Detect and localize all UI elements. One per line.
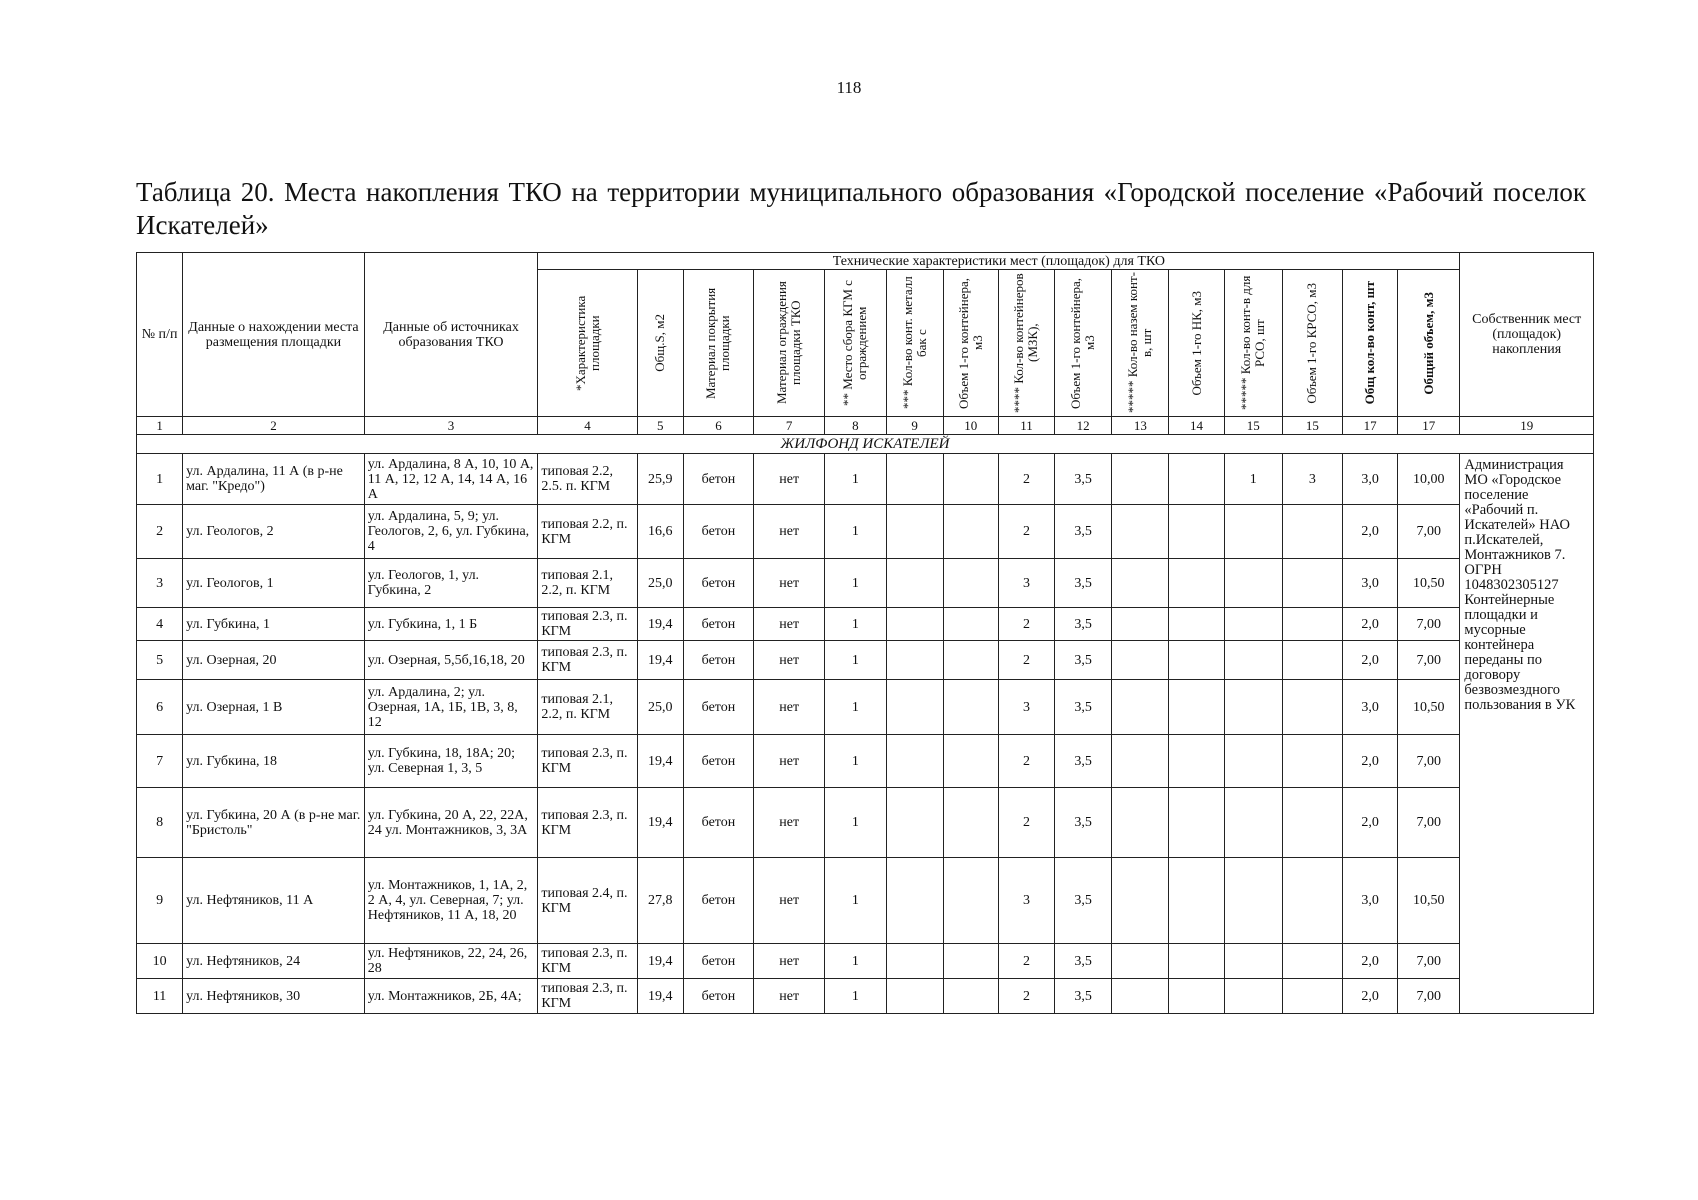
cell-nk-vol <box>1169 788 1224 858</box>
cell-char: типовая 2.3, п. КГМ <box>538 788 637 858</box>
cell-vol2: 3,5 <box>1055 680 1112 735</box>
cell-fence: нет <box>754 641 825 680</box>
cell-nk-vol <box>1169 680 1224 735</box>
cell-metal <box>886 858 943 944</box>
cell-fence: нет <box>754 944 825 979</box>
cell-char: типовая 2.3, п. КГМ <box>538 944 637 979</box>
cell-kgm: 1 <box>825 680 886 735</box>
cell-total-vol: 7,00 <box>1398 788 1460 858</box>
cell-num: 11 <box>137 979 183 1014</box>
cell-metal <box>886 641 943 680</box>
cell-sources: ул. Губкина, 20 А, 22, 22А, 24 ул. Монтажников, 3, 3А <box>364 788 538 858</box>
cell-mzk: 2 <box>998 979 1054 1014</box>
cell-nk-vol <box>1169 641 1224 680</box>
cell-vol2: 3,5 <box>1055 944 1112 979</box>
cell-area: 19,4 <box>637 979 683 1014</box>
section-title: ЖИЛФОНД ИСКАТЕЛЕЙ <box>137 435 1594 454</box>
header-cover: Материал покрытия площадки <box>683 270 753 417</box>
cell-nk-vol <box>1169 858 1224 944</box>
cell-nk-count <box>1112 559 1169 608</box>
cell-rso-count <box>1224 608 1282 641</box>
cell-krso-vol <box>1282 735 1342 788</box>
cell-total-count: 2,0 <box>1342 608 1397 641</box>
col-number: 1 <box>137 417 183 435</box>
cell-num: 6 <box>137 680 183 735</box>
tko-sites-table <box>136 252 1594 1014</box>
col-number: 15 <box>1282 417 1342 435</box>
cell-sources: ул. Ардалина, 2; ул. Озерная, 1А, 1Б, 1В, 3, 8, 12 <box>364 680 538 735</box>
header-owner: Собственник мест (площадок) накопления <box>1460 253 1594 417</box>
cell-area: 19,4 <box>637 735 683 788</box>
col-number: 15 <box>1224 417 1282 435</box>
cell-location: ул. Губкина, 20 А (в р-не маг. "Бристоль" <box>183 788 365 858</box>
header-tech-group: Технические характеристики мест (площадок) для ТКО <box>538 253 1460 270</box>
cell-mzk: 2 <box>998 944 1054 979</box>
header-nk-count: ***** Кол-во назем конт-в, шт <box>1112 270 1169 417</box>
col-number: 19 <box>1460 417 1594 435</box>
cell-char: типовая 2.4, п. КГМ <box>538 858 637 944</box>
cell-area: 25,0 <box>637 559 683 608</box>
table-row <box>137 505 1594 559</box>
cell-area: 25,0 <box>637 680 683 735</box>
cell-nk-vol <box>1169 979 1224 1014</box>
cell-sources: ул. Губкина, 18, 18А; 20; ул. Северная 1, 3, 5 <box>364 735 538 788</box>
cell-rso-count <box>1224 944 1282 979</box>
cell-mzk: 3 <box>998 858 1054 944</box>
col-number: 6 <box>683 417 753 435</box>
cell-vol1 <box>943 858 998 944</box>
cell-char: типовая 2.3, п. КГМ <box>538 735 637 788</box>
cell-krso-vol <box>1282 944 1342 979</box>
header-total-vol: Общий объем, м3 <box>1398 270 1460 417</box>
cell-metal <box>886 505 943 559</box>
cell-vol1 <box>943 788 998 858</box>
cell-char: типовая 2.1, 2.2, п. КГМ <box>538 559 637 608</box>
cell-area: 25,9 <box>637 454 683 505</box>
header-fence: Материал ограждения площадки ТКО <box>754 270 825 417</box>
cell-cover: бетон <box>683 559 753 608</box>
cell-nk-count <box>1112 641 1169 680</box>
cell-mzk: 2 <box>998 608 1054 641</box>
cell-vol2: 3,5 <box>1055 735 1112 788</box>
cell-location: ул. Нефтяников, 11 А <box>183 858 365 944</box>
col-number: 4 <box>538 417 637 435</box>
table-row <box>137 735 1594 788</box>
cell-kgm: 1 <box>825 559 886 608</box>
cell-char: типовая 2.3, п. КГМ <box>538 608 637 641</box>
cell-nk-vol <box>1169 454 1224 505</box>
cell-rso-count <box>1224 735 1282 788</box>
cell-total-count: 3,0 <box>1342 454 1397 505</box>
cell-cover: бетон <box>683 608 753 641</box>
column-number-row <box>137 417 1594 435</box>
cell-nk-vol <box>1169 559 1224 608</box>
cell-metal <box>886 608 943 641</box>
cell-krso-vol <box>1282 559 1342 608</box>
cell-fence: нет <box>754 505 825 559</box>
cell-kgm: 1 <box>825 979 886 1014</box>
cell-vol1 <box>943 608 998 641</box>
cell-mzk: 2 <box>998 505 1054 559</box>
cell-metal <box>886 454 943 505</box>
cell-metal <box>886 680 943 735</box>
cell-sources: ул. Монтажников, 2Б, 4А; <box>364 979 538 1014</box>
header-mzk: **** Кол-во контейнеров (МЗК), <box>998 270 1054 417</box>
cell-nk-vol <box>1169 505 1224 559</box>
cell-cover: бетон <box>683 944 753 979</box>
cell-vol1 <box>943 680 998 735</box>
cell-kgm: 1 <box>825 505 886 559</box>
cell-nk-vol <box>1169 608 1224 641</box>
cell-mzk: 3 <box>998 559 1054 608</box>
table-row <box>137 858 1594 944</box>
cell-total-vol: 7,00 <box>1398 608 1460 641</box>
cell-total-count: 3,0 <box>1342 559 1397 608</box>
col-number: 2 <box>183 417 365 435</box>
cell-metal <box>886 979 943 1014</box>
col-number: 10 <box>943 417 998 435</box>
table-body <box>137 454 1594 1014</box>
cell-total-vol: 10,50 <box>1398 559 1460 608</box>
cell-num: 4 <box>137 608 183 641</box>
cell-vol1 <box>943 505 998 559</box>
cell-krso-vol <box>1282 680 1342 735</box>
header-rso-count: ***** Кол-во конт-в для РСО, шт <box>1224 270 1282 417</box>
cell-fence: нет <box>754 858 825 944</box>
cell-kgm: 1 <box>825 454 886 505</box>
cell-location: ул. Озерная, 20 <box>183 641 365 680</box>
table-row <box>137 454 1594 505</box>
cell-mzk: 2 <box>998 735 1054 788</box>
cell-kgm: 1 <box>825 641 886 680</box>
cell-cover: бетон <box>683 680 753 735</box>
cell-fence: нет <box>754 559 825 608</box>
cell-rso-count <box>1224 680 1282 735</box>
cell-char: типовая 2.2, 2.5. п. КГМ <box>538 454 637 505</box>
cell-nk-count <box>1112 608 1169 641</box>
cell-vol1 <box>943 454 998 505</box>
cell-vol2: 3,5 <box>1055 858 1112 944</box>
cell-vol1 <box>943 979 998 1014</box>
cell-nk-count <box>1112 858 1169 944</box>
cell-vol2: 3,5 <box>1055 608 1112 641</box>
cell-location: ул. Нефтяников, 30 <box>183 979 365 1014</box>
cell-total-vol: 10,50 <box>1398 858 1460 944</box>
cell-total-count: 3,0 <box>1342 858 1397 944</box>
table-row <box>137 979 1594 1014</box>
cell-sources: ул. Нефтяников, 22, 24, 26, 28 <box>364 944 538 979</box>
header-vol1: Объем 1-го контейнера, м3 <box>943 270 998 417</box>
cell-char: типовая 2.3, п. КГМ <box>538 979 637 1014</box>
section-row <box>137 435 1594 454</box>
cell-nk-count <box>1112 680 1169 735</box>
col-number: 7 <box>754 417 825 435</box>
cell-krso-vol <box>1282 979 1342 1014</box>
cell-cover: бетон <box>683 735 753 788</box>
cell-num: 2 <box>137 505 183 559</box>
cell-area: 19,4 <box>637 788 683 858</box>
cell-mzk: 2 <box>998 641 1054 680</box>
cell-nk-count <box>1112 944 1169 979</box>
cell-kgm: 1 <box>825 608 886 641</box>
cell-cover: бетон <box>683 454 753 505</box>
col-number: 14 <box>1169 417 1224 435</box>
cell-kgm: 1 <box>825 788 886 858</box>
cell-char: типовая 2.2, п. КГМ <box>538 505 637 559</box>
cell-sources: ул. Ардалина, 5, 9; ул. Геологов, 2, 6, ул. Губкина, 4 <box>364 505 538 559</box>
col-number: 17 <box>1398 417 1460 435</box>
cell-total-count: 2,0 <box>1342 735 1397 788</box>
cell-num: 5 <box>137 641 183 680</box>
cell-num: 10 <box>137 944 183 979</box>
col-number: 12 <box>1055 417 1112 435</box>
cell-location: ул. Губкина, 1 <box>183 608 365 641</box>
header-area: Общ.S, м2 <box>637 270 683 417</box>
cell-total-vol: 7,00 <box>1398 505 1460 559</box>
cell-total-count: 2,0 <box>1342 788 1397 858</box>
cell-num: 1 <box>137 454 183 505</box>
cell-metal <box>886 735 943 788</box>
header-vol2: Объем 1-го контейнера, м3 <box>1055 270 1112 417</box>
cell-total-count: 2,0 <box>1342 641 1397 680</box>
col-number: 3 <box>364 417 538 435</box>
cell-rso-count <box>1224 641 1282 680</box>
cell-total-count: 2,0 <box>1342 505 1397 559</box>
cell-rso-count <box>1224 979 1282 1014</box>
cell-nk-count <box>1112 788 1169 858</box>
cell-vol2: 3,5 <box>1055 788 1112 858</box>
cell-total-vol: 7,00 <box>1398 641 1460 680</box>
cell-total-vol: 10,00 <box>1398 454 1460 505</box>
cell-cover: бетон <box>683 641 753 680</box>
cell-mzk: 2 <box>998 454 1054 505</box>
cell-sources: ул. Губкина, 1, 1 Б <box>364 608 538 641</box>
cell-area: 19,4 <box>637 608 683 641</box>
cell-fence: нет <box>754 979 825 1014</box>
cell-area: 16,6 <box>637 505 683 559</box>
header-row-group <box>137 253 1594 270</box>
cell-fence: нет <box>754 454 825 505</box>
cell-area: 19,4 <box>637 641 683 680</box>
header-kgm: ** Место сбора КГМ с ограждением <box>825 270 886 417</box>
cell-metal <box>886 944 943 979</box>
cell-location: ул. Ардалина, 11 А (в р-не маг. "Кредо") <box>183 454 365 505</box>
header-nk-vol: Объем 1-го НК, м3 <box>1169 270 1224 417</box>
cell-sources: ул. Ардалина, 8 А, 10, 10 А, 11 А, 12, 12 А, 14, 14 А, 16 А <box>364 454 538 505</box>
cell-num: 8 <box>137 788 183 858</box>
header-total-count: Общ кол-во конт, шт <box>1342 270 1397 417</box>
cell-nk-count <box>1112 735 1169 788</box>
header-num: № п/п <box>137 253 183 417</box>
cell-num: 9 <box>137 858 183 944</box>
cell-kgm: 1 <box>825 944 886 979</box>
cell-cover: бетон <box>683 858 753 944</box>
table-row <box>137 641 1594 680</box>
cell-vol1 <box>943 559 998 608</box>
cell-total-vol: 7,00 <box>1398 735 1460 788</box>
cell-vol2: 3,5 <box>1055 641 1112 680</box>
cell-total-count: 2,0 <box>1342 979 1397 1014</box>
cell-kgm: 1 <box>825 735 886 788</box>
cell-fence: нет <box>754 788 825 858</box>
cell-nk-count <box>1112 454 1169 505</box>
cell-total-count: 2,0 <box>1342 944 1397 979</box>
header-location: Данные о нахождении места размещения площадки <box>183 253 365 417</box>
col-number: 9 <box>886 417 943 435</box>
cell-vol2: 3,5 <box>1055 454 1112 505</box>
cell-location: ул. Нефтяников, 24 <box>183 944 365 979</box>
cell-nk-vol <box>1169 944 1224 979</box>
cell-area: 19,4 <box>637 944 683 979</box>
cell-location: ул. Губкина, 18 <box>183 735 365 788</box>
header-sources: Данные об источниках образования ТКО <box>364 253 538 417</box>
cell-total-vol: 10,50 <box>1398 680 1460 735</box>
cell-rso-count <box>1224 559 1282 608</box>
cell-metal <box>886 559 943 608</box>
cell-mzk: 2 <box>998 788 1054 858</box>
cell-location: ул. Геологов, 1 <box>183 559 365 608</box>
cell-location: ул. Геологов, 2 <box>183 505 365 559</box>
header-char: *Характеристика площадки <box>538 270 637 417</box>
cell-krso-vol: 3 <box>1282 454 1342 505</box>
cell-rso-count: 1 <box>1224 454 1282 505</box>
cell-nk-vol <box>1169 735 1224 788</box>
table-row <box>137 608 1594 641</box>
cell-krso-vol <box>1282 641 1342 680</box>
cell-char: типовая 2.3, п. КГМ <box>538 641 637 680</box>
table-row <box>137 944 1594 979</box>
cell-fence: нет <box>754 608 825 641</box>
cell-cover: бетон <box>683 979 753 1014</box>
cell-rso-count <box>1224 858 1282 944</box>
cell-mzk: 3 <box>998 680 1054 735</box>
cell-vol1 <box>943 641 998 680</box>
col-number: 13 <box>1112 417 1169 435</box>
cell-vol1 <box>943 944 998 979</box>
cell-rso-count <box>1224 788 1282 858</box>
cell-fence: нет <box>754 680 825 735</box>
cell-num: 3 <box>137 559 183 608</box>
cell-kgm: 1 <box>825 858 886 944</box>
cell-location: ул. Озерная, 1 В <box>183 680 365 735</box>
cell-krso-vol <box>1282 788 1342 858</box>
cell-sources: ул. Озерная, 5,5б,16,18, 20 <box>364 641 538 680</box>
cell-cover: бетон <box>683 788 753 858</box>
col-number: 11 <box>998 417 1054 435</box>
table-row <box>137 680 1594 735</box>
header-metal: *** Кол-во конт. металл бак с <box>886 270 943 417</box>
cell-char: типовая 2.1, 2.2, п. КГМ <box>538 680 637 735</box>
cell-owner: Администрация МО «Городское поселение «Рабочий п. Искателей» НАО п.Искателей, Монтажников 7. ОГРН 1048302305127 Контейнерные площадки и мусорные контейнера переданы по договору безвозмездного пользования в УК <box>1460 454 1594 1014</box>
cell-nk-count <box>1112 979 1169 1014</box>
table-row <box>137 788 1594 858</box>
table-title: Таблица 20. Места накопления ТКО на территории муниципального образования «Городской поселение «Рабочий поселок Искателей» <box>136 177 1586 240</box>
table-row <box>137 559 1594 608</box>
cell-vol1 <box>943 735 998 788</box>
page-number: 118 <box>836 78 862 97</box>
header-krso-vol: Объем 1-го КРСО, м3 <box>1282 270 1342 417</box>
cell-cover: бетон <box>683 505 753 559</box>
cell-krso-vol <box>1282 858 1342 944</box>
cell-vol2: 3,5 <box>1055 979 1112 1014</box>
cell-sources: ул. Геологов, 1, ул. Губкина, 2 <box>364 559 538 608</box>
cell-total-count: 3,0 <box>1342 680 1397 735</box>
cell-total-vol: 7,00 <box>1398 979 1460 1014</box>
cell-krso-vol <box>1282 608 1342 641</box>
cell-total-vol: 7,00 <box>1398 944 1460 979</box>
cell-num: 7 <box>137 735 183 788</box>
cell-rso-count <box>1224 505 1282 559</box>
cell-metal <box>886 788 943 858</box>
col-number: 5 <box>637 417 683 435</box>
col-number: 8 <box>825 417 886 435</box>
cell-vol2: 3,5 <box>1055 505 1112 559</box>
cell-krso-vol <box>1282 505 1342 559</box>
col-number: 17 <box>1342 417 1397 435</box>
cell-nk-count <box>1112 505 1169 559</box>
cell-vol2: 3,5 <box>1055 559 1112 608</box>
cell-fence: нет <box>754 735 825 788</box>
cell-area: 27,8 <box>637 858 683 944</box>
cell-sources: ул. Монтажников, 1, 1А, 2, 2 А, 4, ул. Северная, 7; ул. Нефтяников, 11 А, 18, 20 <box>364 858 538 944</box>
